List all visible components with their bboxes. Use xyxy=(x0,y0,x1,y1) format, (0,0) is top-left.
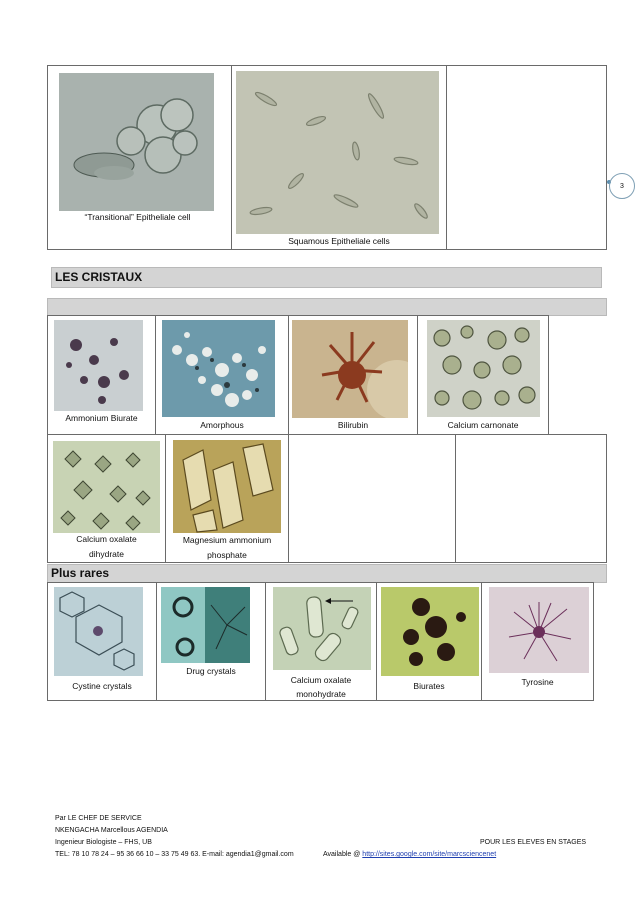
crystal-label-calcium-oxalate-dihydrate-2: dihydrate xyxy=(89,549,124,559)
crystal-label-amorphous: Amorphous xyxy=(200,420,244,430)
crystal-cell-empty-2 xyxy=(455,434,607,563)
crystal-label-bilirubin: Bilirubin xyxy=(337,420,369,430)
rare-label-drug: Drug crystals xyxy=(186,666,236,676)
crystal-label-calcium-oxalate-dihydrate-1: Calcium oxalate xyxy=(76,534,137,544)
ammonium-biurate-image xyxy=(54,320,143,411)
calcium-oxalate-monohydrate-image xyxy=(273,587,371,670)
footer-line-1: Par LE CHEF DE SERVICE xyxy=(55,815,142,822)
crystal-label-calcium-carbonate: Calcium carnonate xyxy=(447,420,519,430)
footer-line-3: Ingenieur Biologiste – FHS, UB xyxy=(55,839,152,846)
calcium-carbonate-image xyxy=(427,320,540,417)
cristaux-table-header xyxy=(47,298,607,316)
drug-crystals-image xyxy=(161,587,250,663)
top-table-cell-3 xyxy=(446,65,607,250)
rare-label-calcium-mono-2: monohydrate xyxy=(296,689,346,699)
rare-label-biurates: Biurates xyxy=(413,681,445,691)
plus-rares-title: Plus rares xyxy=(51,566,110,580)
footer-site-link[interactable]: http://sites.google.com/site/marcsciencenet xyxy=(362,851,497,858)
squamous-caption: Squamous Epitheliale cells xyxy=(288,236,390,246)
footer-contact: TEL: 78 10 78 24 – 95 36 66 10 – 33 75 49 63. E-mail: agendia1@gmail.com xyxy=(55,851,294,858)
crystal-label-magnesium-2: phosphate xyxy=(207,550,247,560)
plus-rares-header-bar xyxy=(47,564,607,583)
transitional-epithelial-image xyxy=(59,73,214,211)
cystine-crystals-image xyxy=(54,587,143,676)
footer-available xyxy=(323,849,496,861)
footer-available-label: Available @ xyxy=(323,851,361,858)
bilirubin-image xyxy=(292,320,408,418)
rare-label-cystine: Cystine crystals xyxy=(72,681,132,691)
cristaux-title: LES CRISTAUX xyxy=(55,270,143,284)
rare-label-tyrosine: Tyrosine xyxy=(521,677,554,687)
crystal-label-ammonium-biurate: Ammonium Biurate xyxy=(65,413,138,423)
footer-line-3-right: POUR LES ELEVES EN STAGES xyxy=(480,839,587,846)
amorphous-image xyxy=(162,320,275,417)
calcium-oxalate-dihydrate-image xyxy=(53,441,160,533)
crystal-cell-empty-1 xyxy=(288,434,456,563)
biurates-image xyxy=(381,587,479,676)
footer-author: NKENGACHA Marcellous AGENDIA xyxy=(55,827,168,834)
rare-label-calcium-mono-1: Calcium oxalate xyxy=(290,675,352,685)
crystal-label-magnesium-1: Magnesium ammonium xyxy=(182,535,272,545)
page-number: 3 xyxy=(609,173,635,199)
tyrosine-image xyxy=(489,587,589,673)
transitional-caption: “Transitional” Epitheliale cell xyxy=(84,212,191,222)
squamous-epithelial-image xyxy=(236,71,439,234)
magnesium-ammonium-phosphate-image xyxy=(173,440,281,533)
